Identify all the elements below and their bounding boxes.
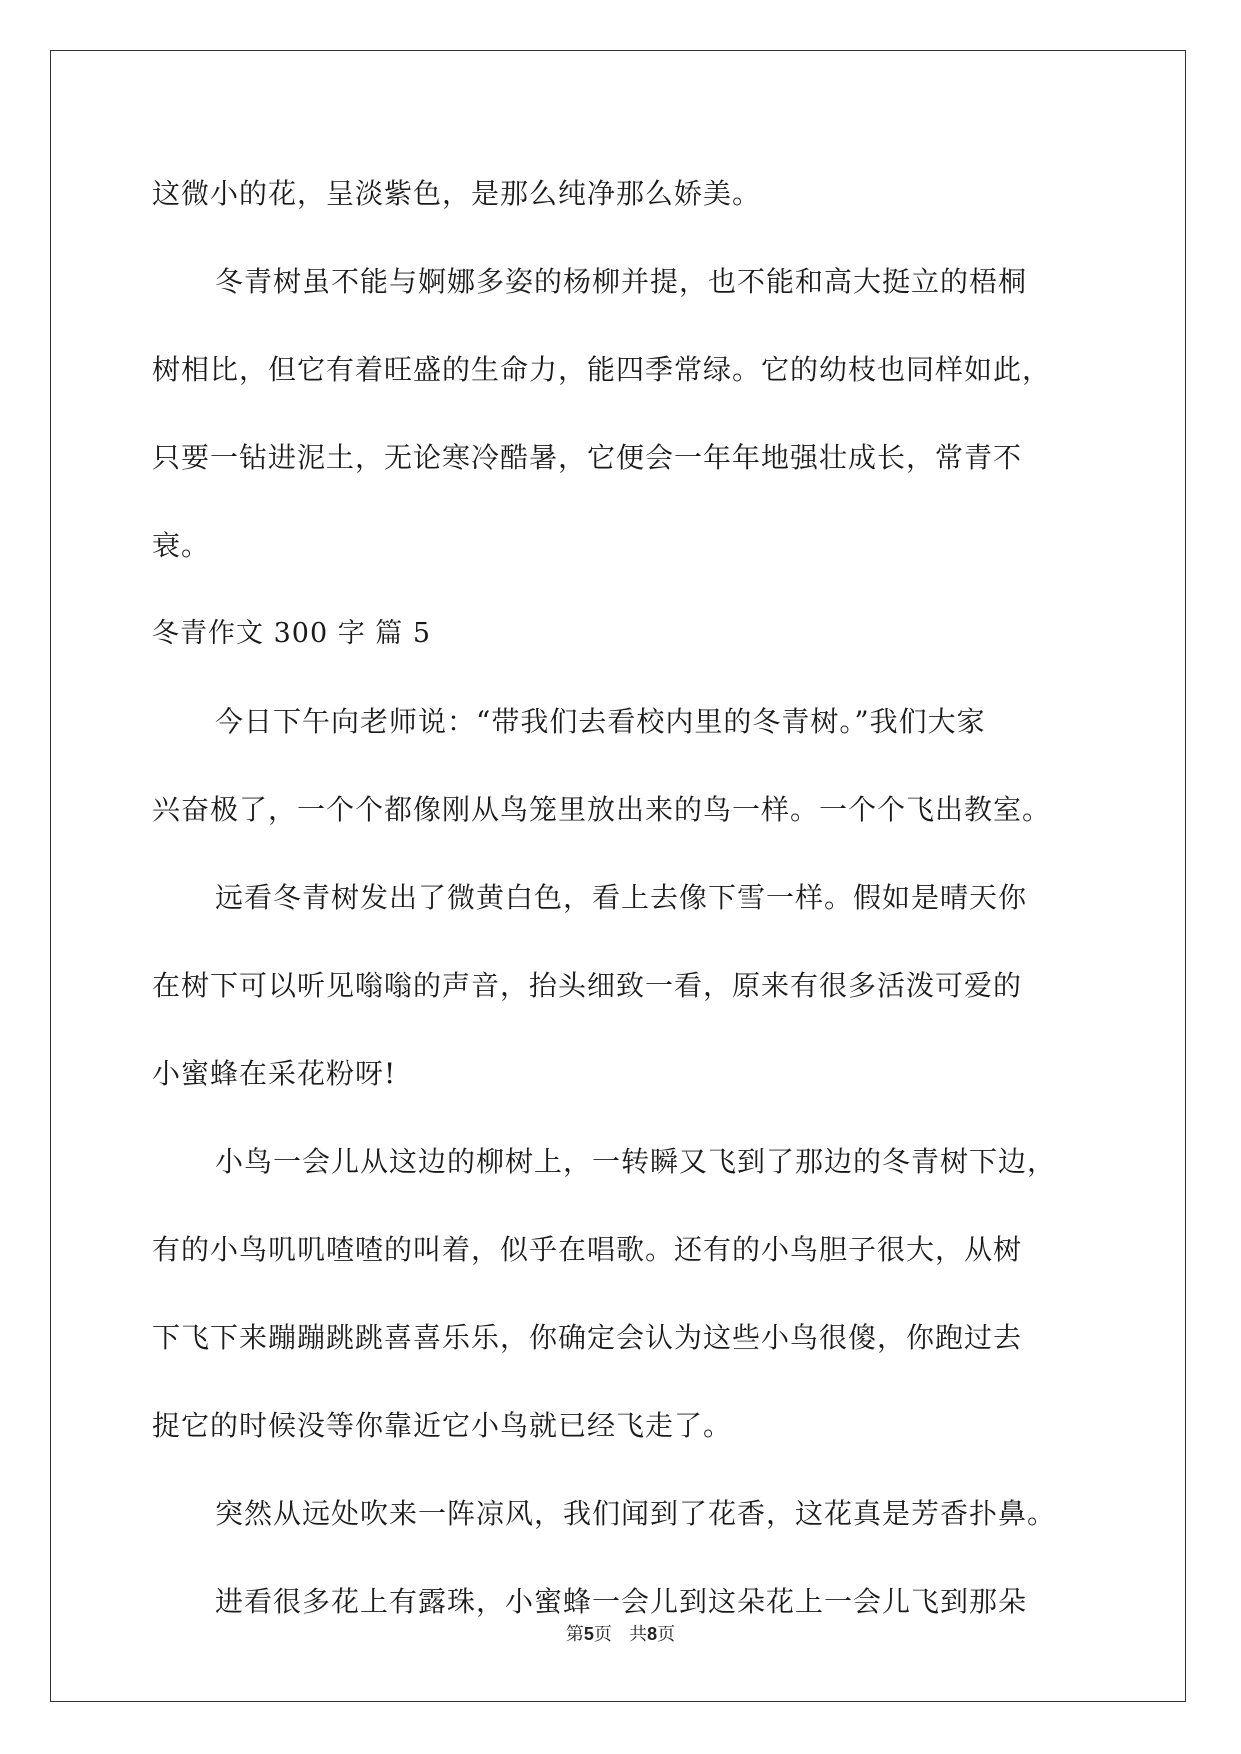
text-line: 在树下可以听见嗡嗡的声音，抬头细致一看，原来有很多活泼可爱的 bbox=[152, 969, 1023, 1002]
text-line: 下飞下来蹦蹦跳跳喜喜乐乐，你确定会认为这些小鸟很傻，你跑过去 bbox=[152, 1321, 1023, 1354]
footer-total-suffix: 页 bbox=[657, 1624, 676, 1645]
page-total: 8 bbox=[647, 1624, 658, 1644]
text-line: 兴奋极了，一个个都像刚从鸟笼里放出来的鸟一样。一个个飞出教室。 bbox=[152, 793, 1052, 826]
text-line: 树相比，但它有着旺盛的生命力，能四季常绿。它的幼枝也同样如此， bbox=[152, 353, 1052, 386]
footer-prefix: 第 bbox=[565, 1624, 584, 1645]
text-line: 冬青树虽不能与婀娜多姿的杨柳并提，也不能和高大挺立的梧桐 bbox=[215, 265, 1028, 298]
text-line: 只要一钻进泥土，无论寒冷酷暑，它便会一年年地强壮成长，常青不 bbox=[152, 441, 1023, 474]
text-line: 远看冬青树发出了微黄白色，看上去像下雪一样。假如是晴天你 bbox=[215, 881, 1028, 914]
text-line: 突然从远处吹来一阵凉风，我们闻到了花香，这花真是芳香扑鼻。 bbox=[215, 1497, 1057, 1530]
text-line: 这微小的花，呈淡紫色，是那么纯净那么娇美。 bbox=[152, 177, 762, 210]
text-line: 小鸟一会儿从这边的柳树上，一转瞬又飞到了那边的冬青树下边， bbox=[215, 1145, 1057, 1178]
text-line: 今日下午向老师说：“带我们去看校内里的冬青树。”我们大家 bbox=[215, 705, 986, 738]
text-line: 小蜜蜂在采花粉呀! bbox=[152, 1057, 397, 1090]
footer-total-prefix: 共 bbox=[629, 1624, 648, 1645]
footer-page-suffix: 页 bbox=[593, 1624, 612, 1645]
page-number: 5 bbox=[583, 1624, 594, 1644]
document-body bbox=[152, 150, 1092, 1646]
text-line: 进看很多花上有露珠，小蜜蜂一会儿到这朵花上一会儿飞到那朵 bbox=[215, 1585, 1028, 1618]
text-line: 有的小鸟叽叽喳喳的叫着，似乎在唱歌。还有的小鸟胆子很大，从树 bbox=[152, 1233, 1023, 1266]
text-line: 衰。 bbox=[152, 529, 211, 562]
text-line: 捉它的时候没等你靠近它小鸟就已经飞走了。 bbox=[152, 1409, 733, 1442]
section-heading: 冬青作文 300 字 篇 5 bbox=[152, 618, 432, 649]
page-footer bbox=[0, 1620, 1241, 1646]
